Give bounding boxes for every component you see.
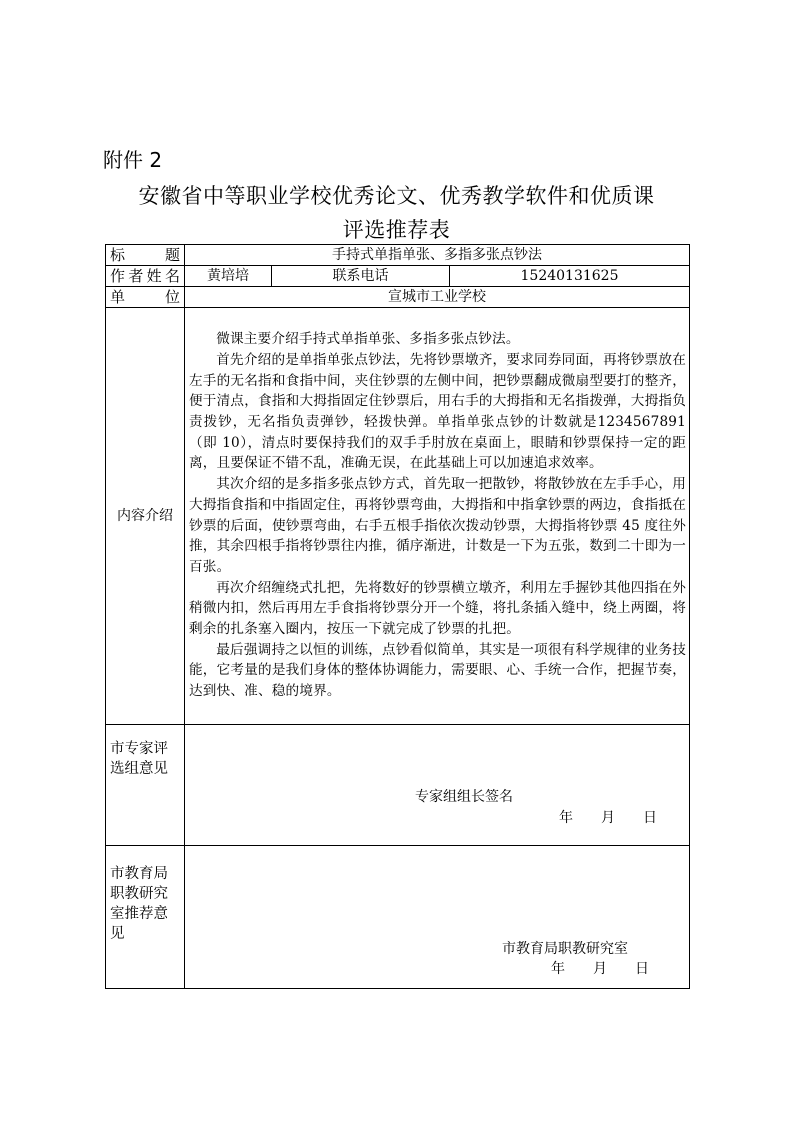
expert-opinion-cell[interactable] — [185, 725, 690, 846]
phone-value[interactable]: 15240131625 — [450, 266, 690, 287]
bureau-signature-label: 市教育局职教研究室 — [502, 941, 628, 957]
title-value[interactable]: 手持式单指单张、多指多张点钞法 — [185, 245, 690, 266]
recommendation-form-table — [105, 244, 690, 989]
unit-value[interactable]: 宣城市工业学校 — [185, 287, 690, 308]
bureau-opinion-label: 市教育局职教研究室推荐意见 — [106, 846, 185, 989]
content-row — [106, 308, 690, 725]
content-paragraph: 微课主要介绍手持式单指单张、多指多张点钞法。 — [216, 331, 520, 348]
content-paragraph: 最后强调持之以恒的训练，点钞看似简单，其实是一项很有科学规律的业务技能，它考量的是我们身体的整体协调能力，需要眼、心、手统一合作，把握节奏，达到快、准、稳的境界。 — [189, 641, 686, 700]
bureau-row — [106, 846, 690, 989]
title-row — [106, 245, 690, 266]
document-title-line2: 评选推荐表 — [342, 218, 451, 242]
title-label: 标题 — [106, 245, 185, 266]
attachment-label: 附件 2 — [103, 148, 163, 172]
bureau-opinion-cell[interactable] — [185, 846, 690, 989]
expert-row — [106, 725, 690, 846]
author-row — [106, 266, 690, 287]
bureau-date: 年 月 日 — [551, 961, 649, 977]
content-paragraph: 其次介绍的是多指多张点钞方式，首先取一把散钞，将散钞放在左手手心，用大拇指食指和中指固定住，再将钞票弯曲，大拇指和中指拿钞票的两边，食指抵在钞票的后面，使钞票弯曲，右手五根手指依次拨动钞票，大拇指将钞票 45 度往外推，其余四根手指将钞票往内推，循序渐进，计数是一下为五张，数到二十即为一百张。 — [189, 476, 686, 575]
phone-label: 联系电话 — [272, 266, 450, 287]
expert-date: 年 月 日 — [559, 810, 657, 826]
content-label: 内容介绍 — [106, 308, 185, 725]
unit-label: 单位 — [106, 287, 185, 308]
content-paragraph: 首先介绍的是单指单张点钞法，先将钞票墩齐，要求同券同面，再将钞票放在左手的无名指和食指中间，夹住钞票的左侧中间，把钞票翻成微扇型要打的整齐，便于清点，食指和大拇指固定住钞票后，用右手的大拇指和无名指拨弹，大拇指负责拨钞，无名指负责弹钞，轻拨快弹。单指单张点钞的计数就是1234567891（即 10），清点时要保持我们的双手手肘放在桌面上，眼睛和钞票保持一定的距离，且要保证不错不乱，准确无误，在此基础上可以加速追求效率。 — [189, 351, 686, 472]
unit-row — [106, 287, 690, 308]
author-value[interactable]: 黄培培 — [185, 266, 272, 287]
author-label: 作者姓名 — [106, 266, 185, 287]
expert-signature-label: 专家组组长签名 — [415, 789, 513, 805]
content-paragraph: 再次介绍缠绕式扎把，先将数好的钞票横立墩齐，利用左手握钞其他四指在外稍微内扣，然后再用左手食指将钞票分开一个缝，将扎条插入缝中，绕上两圈，将剩余的扎条塞入圈内，按压一下就完成了钞票的扎把。 — [189, 579, 686, 638]
document-title-line1: 安徽省中等职业学校优秀论文、优秀教学软件和优质课 — [138, 184, 655, 208]
content-intro[interactable] — [185, 308, 690, 725]
expert-opinion-label: 市专家评选组意见 — [106, 725, 185, 846]
